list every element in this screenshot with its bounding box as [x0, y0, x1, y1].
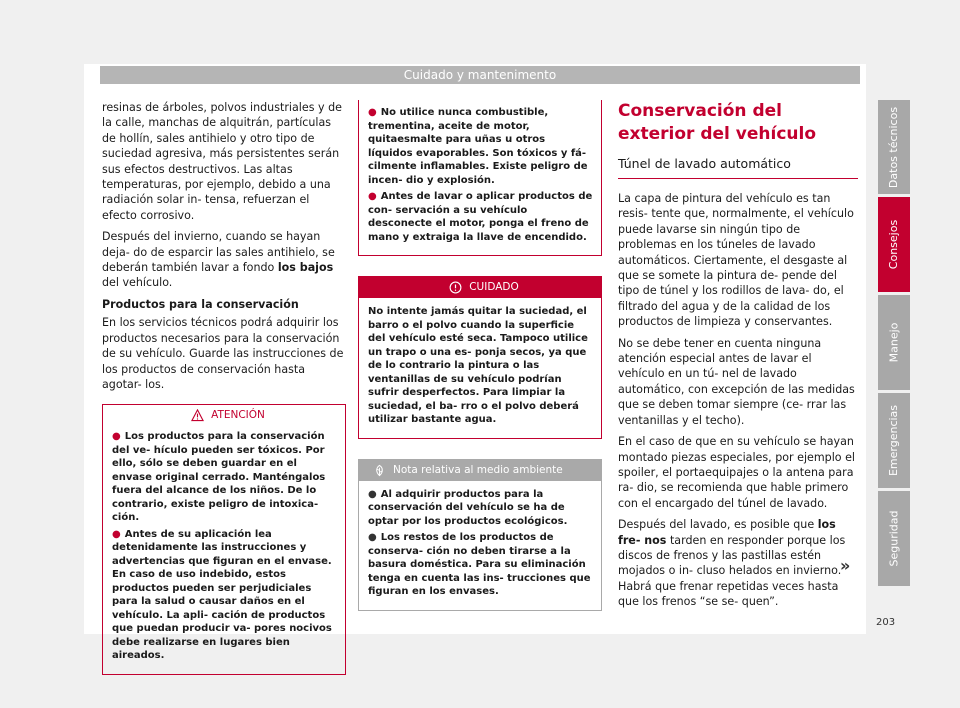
caution-box	[358, 276, 602, 439]
continue-arrow-icon: »	[840, 556, 851, 575]
tab-seguridad[interactable]: Seguridad	[878, 491, 910, 586]
section-title: Conservación del exterior del vehículo	[618, 101, 817, 144]
list-item: ● Los productos para la conservación del ve- hículo pueden ser tóxicos. Por ello, sólo se deben guardar en el envase original cerrado. Manténgalos fuera del alcance de los niños. De lo contrario, existe peligro de intoxica- ción.	[112, 431, 326, 524]
paragraph: En los servicios técnicos podrá adquirir los productos necesarios para la conservación de su vehículo. Guarde las instrucciones de los productos de conservación hasta agotar- los.	[102, 316, 344, 391]
paragraph: Después del lavado, es posible que los fre- nos tarden en responder porque los discos de frenos y las pastillas estén mojados o in- cluso helados en invierno. Habrá que frenar repetidas veces hasta que los frenos “se se- quen”.	[618, 518, 846, 609]
leaf-icon	[373, 464, 386, 477]
paragraph: La capa de pintura del vehículo es tan resis- tente que, normalmente, el vehículo puede lavarse sin ningún tipo de problemas en los túneles de lavado automáticos. Ciertamente, el desgaste al que se somete la pintura de- pende del tipo de túnel y los rodillos de lava- do, el filtrado del agua y de la calidad de los productos de limpieza y conservantes.	[618, 192, 854, 329]
tab-manejo[interactable]: Manejo	[878, 295, 910, 390]
warning-box-continued	[358, 100, 602, 256]
list-item: ● No utilice nunca combustible, trementina, aceite de motor, quitaesmalte para uñas u otros líquidos evaporables. Son tóxicos y fá- cilmente inflamables. Existe peligro de incen- dio y explosión.	[368, 107, 588, 186]
tab-datos-tecnicos[interactable]: Datos técnicos	[878, 100, 910, 194]
paragraph: En el caso de que en su vehículo se hayan montado piezas especiales, por ejemplo el spoiler, el portaequipajes o la antena para ra- dio, se recomienda que hable primero con el encargado del túnel de lavado.	[618, 435, 855, 510]
paragraph: Después del invierno, cuando se hayan deja- do de esparcir las sales antihielo, se deberán también lavar a fondo los bajos del vehículo.	[102, 230, 335, 290]
tab-emergencias[interactable]: Emergencias	[878, 393, 910, 488]
chapter-header: Cuidado y mantenimento	[100, 66, 860, 84]
caution-circle-icon	[449, 281, 462, 294]
list-item: ● Antes de lavar o aplicar productos de con- servación a su vehículo desconecte el motor, ponga el freno de mano y extraiga la llave de encendido.	[368, 191, 593, 243]
environment-note-title: Nota relativa al medio ambiente	[359, 460, 601, 481]
warning-triangle-icon	[191, 409, 204, 422]
warning-box-title: ATENCIÓN	[103, 405, 345, 426]
column-middle	[358, 100, 602, 611]
caution-text: No intente jamás quitar la suciedad, el barro o el polvo cuando la superficie del vehículo esté seca. Tampoco utilice un trapo o una es- ponja secos, ya que de lo contrario la pintura o las ventanillas de su vehículo podrían sufrir desperfectos. Para limpiar la suciedad, el ba- rro o el polvo deberá utilizar bastante agua.	[368, 306, 588, 425]
page-number: 203	[876, 617, 896, 628]
paragraph: resinas de árboles, polvos industriales y de la calle, manchas de alquitrán, partículas de hollín, sales antihielo y otro tipo de suciedad agresiva, más persistentes serán sus efectos destructivos. Las altas temperaturas, por ejemplo, debido a una radiación solar in- tensa, refuerzan el efecto corrosivo.	[102, 101, 342, 222]
list-item: ● Antes de su aplicación lea detenidamente las instrucciones y advertencias que figuran en el envase. En caso de uso indebido, estos productos pueden ser perjudiciales para la salud o causar daños en el vehículo. La apli- cación de productos que puedan producir va- pores nocivos debe realizarse en lugares bien aireados.	[112, 528, 332, 662]
list-item: ● Los restos de los productos de conserva- ción no deben tirarse a la basura doméstica. Para su eliminación tenga en cuenta las ins- trucciones que figuran en los envases.	[368, 532, 591, 597]
section-subtitle: Túnel de lavado automático	[618, 156, 858, 179]
section-heading: Productos para la conservación	[102, 297, 299, 311]
list-item: ● Al adquirir productos para la conservación del vehículo se ha de optar por los productos ecológicos.	[368, 488, 568, 527]
caution-box-title: CUIDADO	[359, 277, 601, 298]
column-left	[102, 100, 346, 675]
paragraph: No se debe tener en cuenta ninguna atención especial antes de lavar el vehículo en un tú- nel de lavado automático, con excepción de las medidas que se deben tomar siempre (ce- rrar las ventanillas y el techo).	[618, 336, 855, 427]
column-right	[618, 100, 858, 616]
tab-consejos[interactable]: Consejos	[878, 197, 910, 292]
warning-box	[102, 404, 346, 675]
environment-note-box	[358, 459, 602, 611]
